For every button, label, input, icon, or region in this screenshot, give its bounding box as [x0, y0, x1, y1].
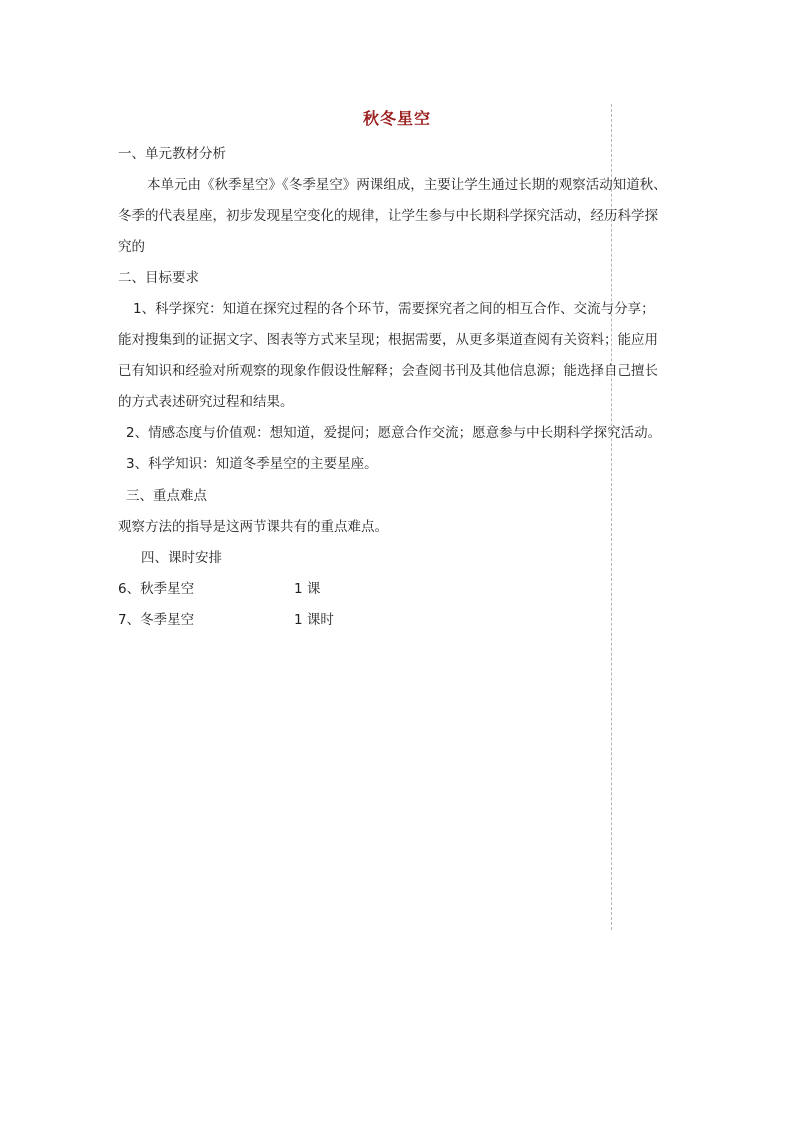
goal-item-science-inquiry-cont: 已有知识和经验对所观察的现象作假设性解释；会查阅书刊及其他信息源；能选择自己擅长: [118, 363, 658, 379]
section-heading-key-points: 三、重点难点: [126, 488, 207, 504]
schedule-lesson-name: 7、冬季星空: [118, 612, 195, 628]
section-heading-schedule: 四、课时安排: [141, 550, 222, 566]
analysis-paragraph-line: 本单元由《秋季星空》《冬季星空》两课组成，主要让学生通过长期的观察活动知道秋、: [147, 177, 667, 193]
schedule-lesson-hours: 1 课: [294, 581, 321, 597]
document-title: 秋冬星空: [362, 109, 431, 128]
goal-item-science-inquiry-cont: 能对搜集到的证据文字、图表等方式来呈现；根据需要，从更多渠道查阅有关资料；能应用: [118, 332, 658, 348]
goal-item-science-inquiry: 1、科学探究：知道在探究过程的各个环节，需要探究者之间的相互合作、交流与分享；: [133, 301, 655, 317]
analysis-paragraph-line: 冬季的代表星座，初步发现星空变化的规律，让学生参与中长期科学探究活动，经历科学探: [118, 208, 658, 224]
goal-item-knowledge: 3、科学知识：知道冬季星空的主要星座。: [126, 456, 378, 472]
margin-cut-line: [611, 104, 612, 930]
goal-item-attitude: 2、情感态度与价值观：想知道，爱提问；愿意合作交流；愿意参与中长期科学探究活动。: [126, 425, 662, 441]
goal-item-science-inquiry-cont: 的方式表述研究过程和结果。: [118, 394, 294, 410]
analysis-paragraph-line: 究的: [118, 239, 145, 255]
section-heading-analysis: 一、单元教材分析: [118, 146, 226, 162]
schedule-lesson-name: 6、秋季星空: [118, 581, 195, 597]
schedule-lesson-hours: 1 课时: [294, 612, 334, 628]
key-points-text: 观察方法的指导是这两节课共有的重点难点。: [118, 519, 388, 535]
section-heading-goals: 二、目标要求: [118, 270, 199, 286]
